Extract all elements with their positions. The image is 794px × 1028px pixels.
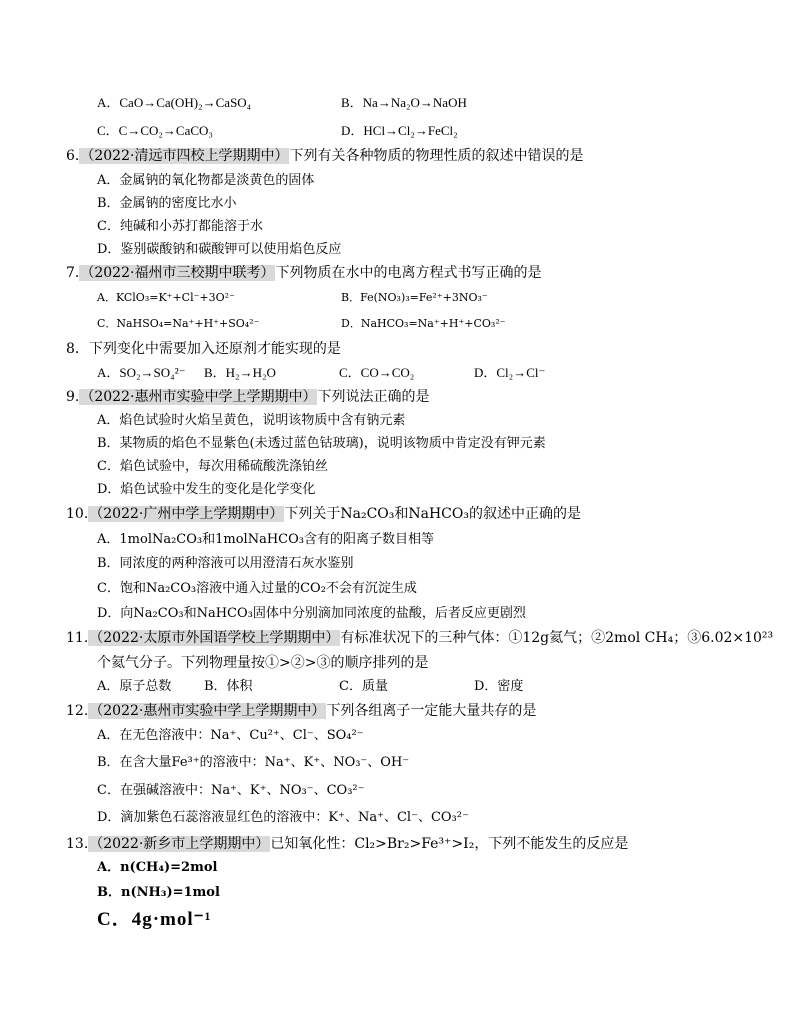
q5-option-d: D．HCl→Cl₂→FeCl₂ [341,123,458,138]
q7-number: 7. [66,265,80,281]
q8-stem: 8．下列变化中需要加入还原剂才能实现的是 [66,341,341,357]
q5-option-b: B．Na→Na₂O→NaOH [341,95,467,110]
q12-option-c: C．在强碱溶液中：Na⁺、K⁺、NO₃⁻、CO₃²⁻ [97,783,365,798]
q9-question: 下列说法正确的是 [317,389,430,405]
q7-option-b: B．Fe(NO₃)₃=Fe²⁺+3NO₃⁻ [341,291,488,304]
q13-option-b: B．n(NH₃)=1mol [97,885,220,900]
q10-option-b: B．同浓度的两种溶液可以用澄清石灰水鉴别 [97,556,354,571]
q9-option-b: B．某物质的焰色不显紫色(未透过蓝色钴玻璃)，说明该物质中肯定没有钾元素 [97,436,546,451]
q11-option-d: D．密度 [474,679,524,694]
q6-source-tag: （2022·清远市四校上学期期中） [80,148,289,164]
q7-question: 下列物质在水中的电离方程式书写正确的是 [275,265,542,281]
q13-number: 13. [66,836,89,852]
q6-option-d: D．鉴别碳酸钠和碳酸钾可以使用焰色反应 [97,242,342,257]
q12-option-a: A．在无色溶液中：Na⁺、Cu²⁺、Cl⁻、SO₄²⁻ [97,728,364,743]
q9-option-a: A．焰色试验时火焰呈黄色，说明该物质中含有钠元素 [97,413,406,428]
q7-source-tag: （2022·福州市三校期中联考） [80,265,275,281]
q9-number: 9. [66,389,80,405]
q11-number: 11. [66,630,89,646]
q9-source-tag: （2022·惠州市实验中学上学期期中） [80,389,317,405]
q10-stem [66,505,581,523]
q11-source-tag: （2022·太原市外国语学校上学期期中） [89,630,340,646]
q10-source-tag: （2022·广州中学上学期期中） [89,506,284,522]
q7-option-a: A．KClO₃=K⁺+Cl⁻+3O²⁻ [97,291,235,304]
q5-option-a: A．CaO→Ca(OH)₂→CaSO₄ [97,95,252,110]
q6-number: 6. [66,148,80,164]
q6-option-a: A．金属钠的氧化物都是淡黄色的固体 [97,173,315,188]
q13-question: 已知氧化性：Cl₂>Br₂>Fe³⁺>I₂，下列不能发生的反应是 [270,836,629,852]
q8-option-c: C．CO→CO₂ [339,365,415,380]
q12-option-d: D．滴加紫色石蕊溶液显红色的溶液中：K⁺、Na⁺、Cl⁻、CO₃²⁻ [97,810,469,825]
q10-option-a: A．1molNa₂CO₃和1molNaHCO₃含有的阳离子数目相等 [97,532,434,547]
q11-option-b: B．体积 [204,679,253,694]
q9-option-c: C．焰色试验中，每次用稀硫酸洗涤铂丝 [97,459,328,474]
q9-option-d: D．焰色试验中发生的变化是化学变化 [97,482,316,497]
q10-question: 下列关于Na₂CO₃和NaHCO₃的叙述中正确的是 [284,506,581,522]
q12-number: 12. [66,703,89,719]
q5-option-c: C．C→CO₂→CaCO₃ [97,123,213,138]
q7-stem [66,264,541,282]
q12-source-tag: （2022·惠州市实验中学上学期期中） [89,703,326,719]
q7-option-c: C．NaHSO₄=Na⁺+H⁺+SO₄²⁻ [97,317,260,330]
q10-option-c: C．饱和Na₂CO₃溶液中通入过量的CO₂不会有沉淀生成 [97,581,417,596]
q9-stem [66,388,429,406]
q8-option-b: B．H₂→H₂O [204,365,276,380]
q10-number: 10. [66,506,89,522]
q11-option-a: A．原子总数 [97,679,172,694]
q12-stem [66,702,536,720]
q7-option-d: D．NaHCO₃=Na⁺+H⁺+CO₃²⁻ [341,317,506,330]
q13-option-a: A．n(CH₄)=2mol [97,860,218,875]
q6-stem [66,147,583,165]
q11-stem-continued: 个氦气分子。下列物理量按①>②>③的顺序排列的是 [97,655,429,671]
q12-option-b: B．在含大量Fe³⁺的溶液中：Na⁺、K⁺、NO₃⁻、OH⁻ [97,755,410,770]
q6-question: 下列有关各种物质的物理性质的叙述中错误的是 [289,148,584,164]
q13-option-c: C．4g·mol⁻¹ [97,909,212,930]
q10-option-d: D．向Na₂CO₃和NaHCO₃固体中分别滴加同浓度的盐酸，后者反应更剧烈 [97,606,526,621]
q8-option-d: D．Cl₂→Cl⁻ [474,365,546,380]
q8-option-a: A．SO₂→SO₄²⁻ [97,365,186,380]
q6-option-b: B．金属钠的密度比水小 [97,196,237,211]
q11-stem [66,629,773,647]
q13-stem [66,835,628,853]
q11-option-c: C．质量 [339,679,388,694]
q11-question: 有标准状况下的三种气体：①12g氦气；②2mol CH₄；③6.02×10²³ [340,630,774,646]
q13-source-tag: （2022·新乡市上学期期中） [89,836,270,852]
q6-option-c: C．纯碱和小苏打都能溶于水 [97,219,263,234]
q12-question: 下列各组离子一定能大量共存的是 [326,703,537,719]
